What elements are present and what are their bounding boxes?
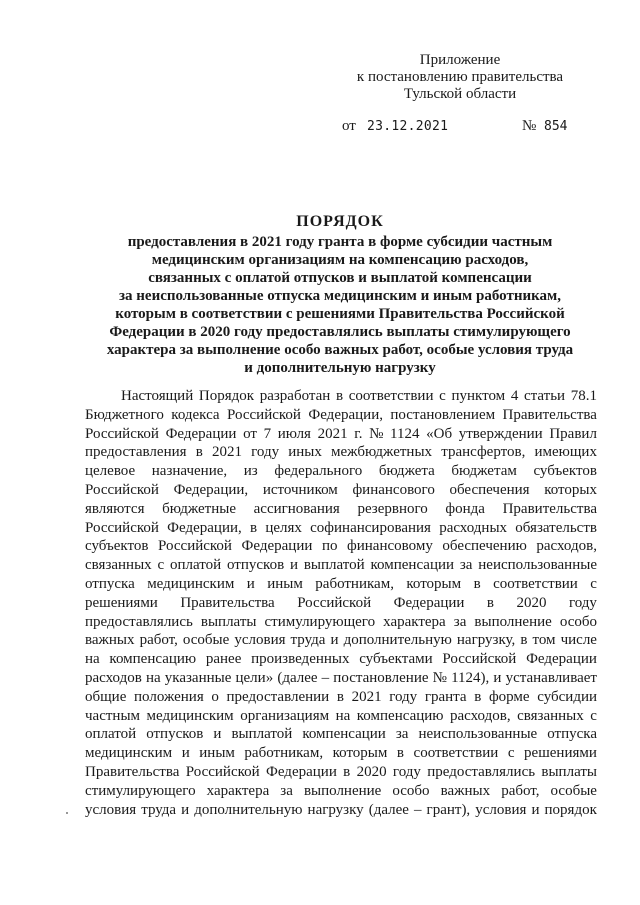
body-line: важных работ, особые условия труда и дополнительную нагрузку, в том числе [85, 632, 597, 649]
subtitle-line: медицинским организациям на компенсацию расходов, [151, 252, 529, 268]
appendix-line-1: Приложение [419, 52, 501, 68]
body-line: Правительства Российской Федерации в 2020 году предоставлялись выплаты [85, 763, 597, 780]
body-paragraph [85, 387, 597, 819]
body-line: расходов на указанные цели» (далее – постановление № 1124), и устанавливает [85, 669, 597, 686]
body-line: предоставления в 2021 году иных межбюджетных трансфертов, имеющих [85, 444, 597, 461]
body-line: Российской Федерации, в целях софинансирования расходных обязательств [85, 519, 597, 536]
appendix-line-3: Тульской области [403, 86, 517, 102]
subtitle-line: связанных с оплатой отпусков и выплатой компенсации [148, 270, 532, 286]
appendix-line-2: к постановлению правительства [356, 69, 564, 85]
margin-dot [66, 812, 68, 814]
subtitle-line: и дополнительную нагрузку [244, 360, 436, 376]
body-line: частным медицинским организациям на компенсацию расходов, связанных с [85, 707, 597, 724]
subtitle-line: Федерации в 2020 году предоставлялись выплаты стимулирующего [109, 324, 571, 340]
body-line: стимулирующего характера за выполнение особо важных работ, особые [85, 782, 597, 799]
body-line: Бюджетного кодекса Российской Федерации, постановлением Правительства [85, 406, 597, 423]
body-line: отпуска медицинским и иным работникам, которым в соответствии с [85, 575, 597, 592]
body-line: Российской Федерации от 7 июля 2021 г. № 1124 «Об утверждении Правил [85, 425, 597, 442]
subtitle-line: за неиспользованные отпуска медицинским и иным работникам, [118, 288, 561, 304]
appendix-header [340, 52, 580, 103]
body-line: связанных с оплатой отпусков и выплатой компенсации за неиспользованные [85, 557, 597, 574]
decree-date: 23.12.2021 [367, 119, 449, 134]
body-line: решениями Правительства Российской Федерации в 2020 году [85, 594, 597, 611]
body-line: Настоящий Порядок разработан в соответствии с пунктом 4 статьи 78.1 [121, 388, 597, 404]
body-line: Российской Федерации, источником финансового обеспечения которых [85, 481, 597, 498]
body-line: предоставлялись выплаты стимулирующего характера за выполнение особо [85, 613, 597, 630]
body-line: условия труда и дополнительную нагрузку (далее – грант), условия и порядок [85, 801, 597, 818]
body-line: являются бюджетные ассигнования резервного фонда Правительства [85, 500, 597, 517]
subtitle-line: которым в соответствии с решениями Правительства Российской [115, 306, 565, 322]
body-line: субъектов Российской Федерации по финансовому обеспечению расходов, [85, 538, 597, 555]
body-line: целевое назначение, из федерального бюджета бюджетам субъектов [85, 463, 597, 480]
document-title: ПОРЯДОК [296, 213, 384, 230]
decree-number: 854 [544, 119, 568, 134]
document-heading [100, 213, 580, 377]
body-line: медицинским и иным работникам, которым в соответствии с решениями [85, 745, 597, 762]
date-prefix: от [342, 118, 356, 134]
number-sign: № [522, 118, 537, 134]
body-line: оплатой отпусков и выплатой компенсации за неиспользованные отпуска [85, 726, 597, 743]
subtitle-line: характера за выполнение особо важных работ, особые условия труда [106, 342, 574, 358]
subtitle-line: предоставления в 2021 году гранта в форме субсидии частным [127, 234, 553, 250]
body-line: общие положения о предоставлении в 2021 году гранта в форме субсидии [85, 688, 597, 705]
body-line: на компенсацию ранее произведенных субъектами Российской Федерации [85, 651, 597, 668]
